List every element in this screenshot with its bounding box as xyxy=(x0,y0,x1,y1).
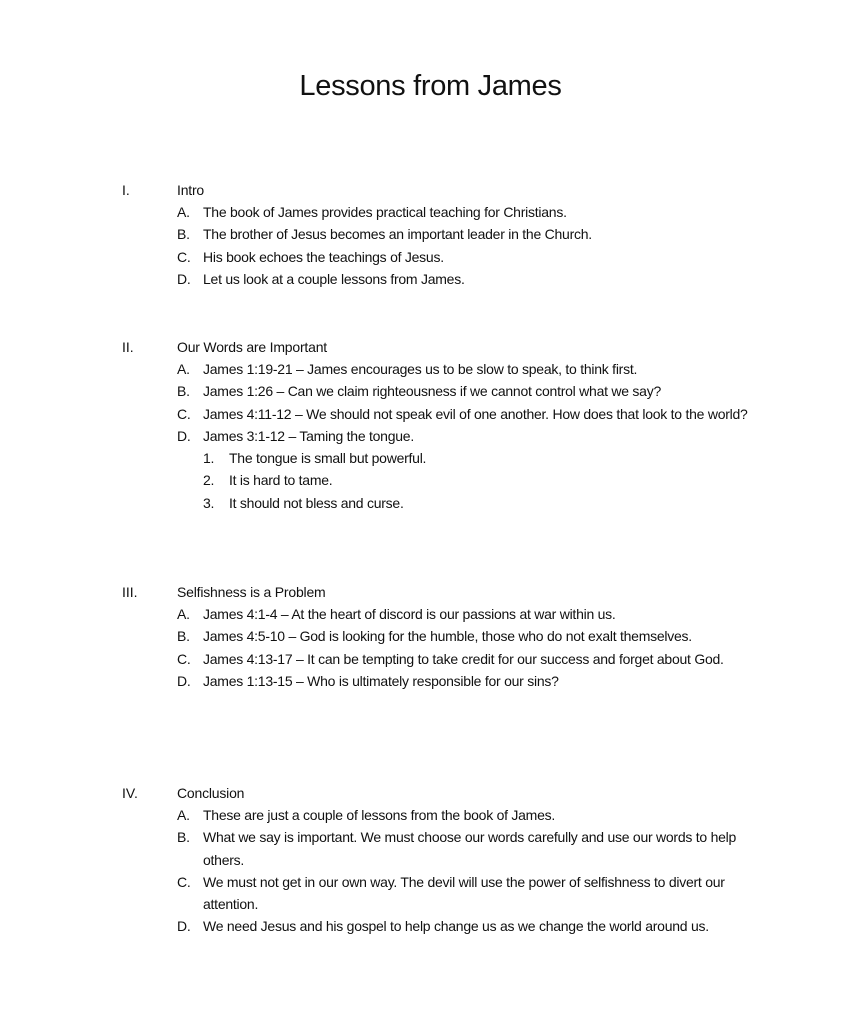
list-item xyxy=(177,670,757,692)
list-item xyxy=(177,358,757,380)
list-item xyxy=(177,380,757,402)
list-item xyxy=(177,826,757,871)
subitem-text: It is hard to tame. xyxy=(229,472,333,489)
item-marker: D. xyxy=(177,918,191,935)
item-text: James 1:26 – Can we claim righteousness if we cannot control what we say? xyxy=(203,383,661,400)
section-heading: Intro xyxy=(177,182,205,198)
item-text: These are just a couple of lessons from the book of James. xyxy=(203,807,556,823)
list-item xyxy=(177,425,757,514)
section-heading: Conclusion xyxy=(177,785,245,801)
sub-list xyxy=(203,447,757,514)
item-text: James 3:1-12 – Taming the tongue. xyxy=(203,427,414,444)
section-items xyxy=(177,603,757,692)
section-numeral: I. xyxy=(122,182,130,198)
list-item xyxy=(177,648,757,670)
item-marker: A. xyxy=(177,606,190,622)
list-item xyxy=(177,403,757,425)
item-marker: C. xyxy=(177,405,191,422)
item-marker: C. xyxy=(177,248,191,265)
sub-list-item xyxy=(203,492,757,514)
item-marker: A. xyxy=(177,807,190,823)
section-heading: Our Words are Important xyxy=(177,339,327,355)
section-items xyxy=(177,358,757,514)
subitem-text: It should not bless and curse. xyxy=(229,494,404,511)
section-items xyxy=(177,804,757,938)
item-marker: C. xyxy=(177,650,191,667)
item-text: The brother of Jesus becomes an important leader in the Church. xyxy=(203,226,592,243)
item-marker: D. xyxy=(177,427,191,444)
item-marker: B. xyxy=(177,226,190,243)
item-text: James 1:13-15 – Who is ultimately responsible for our sins? xyxy=(203,672,559,689)
subitem-marker: 2. xyxy=(203,472,215,489)
item-text: The book of James provides practical teaching for Christians. xyxy=(203,204,567,220)
section-heading: Selfishness is a Problem xyxy=(177,584,326,600)
item-text: James 4:5-10 – God is looking for the humble, those who do not exalt themselves. xyxy=(203,628,692,645)
list-item xyxy=(177,603,757,625)
item-marker: B. xyxy=(177,829,190,846)
subitem-marker: 1. xyxy=(203,450,215,467)
item-marker: B. xyxy=(177,383,190,400)
item-marker: A. xyxy=(177,204,190,220)
section-numeral: II. xyxy=(122,339,134,355)
item-marker: B. xyxy=(177,628,190,645)
list-item xyxy=(177,201,757,223)
item-marker: D. xyxy=(177,672,191,689)
list-item xyxy=(177,625,757,647)
sub-list-item xyxy=(203,469,757,491)
list-item xyxy=(177,915,757,937)
item-text: James 4:11-12 – We should not speak evil of one another. How does that look to the world? xyxy=(203,405,748,422)
item-text: We must not get in our own way. The devil will use the power of selfishness to divert our attention. xyxy=(203,873,725,913)
subitem-text: The tongue is small but powerful. xyxy=(229,450,427,467)
section-items xyxy=(177,201,757,290)
list-item xyxy=(177,871,757,916)
item-text: James 4:1-4 – At the heart of discord is our passions at war within us. xyxy=(203,606,616,622)
item-text: His book echoes the teachings of Jesus. xyxy=(203,248,444,265)
section-numeral: III. xyxy=(122,584,138,600)
item-marker: A. xyxy=(177,361,190,377)
list-item xyxy=(177,268,757,290)
subitem-marker: 3. xyxy=(203,494,215,511)
list-item xyxy=(177,246,757,268)
item-text: James 4:13-17 – It can be tempting to take credit for our success and forget about God. xyxy=(203,650,724,667)
item-marker: C. xyxy=(177,873,191,890)
item-marker: D. xyxy=(177,270,191,287)
item-text: We need Jesus and his gospel to help change us as we change the world around us. xyxy=(203,918,709,935)
item-text: Let us look at a couple lessons from James. xyxy=(203,270,465,287)
document-title: Lessons from James xyxy=(299,70,562,102)
item-text: What we say is important. We must choose our words carefully and use our words to help others. xyxy=(203,829,737,868)
item-text: James 1:19-21 – James encourages us to be slow to speak, to think first. xyxy=(203,361,638,377)
sub-list-item xyxy=(203,447,757,469)
list-item xyxy=(177,223,757,245)
list-item xyxy=(177,804,757,826)
section-numeral: IV. xyxy=(122,785,138,801)
